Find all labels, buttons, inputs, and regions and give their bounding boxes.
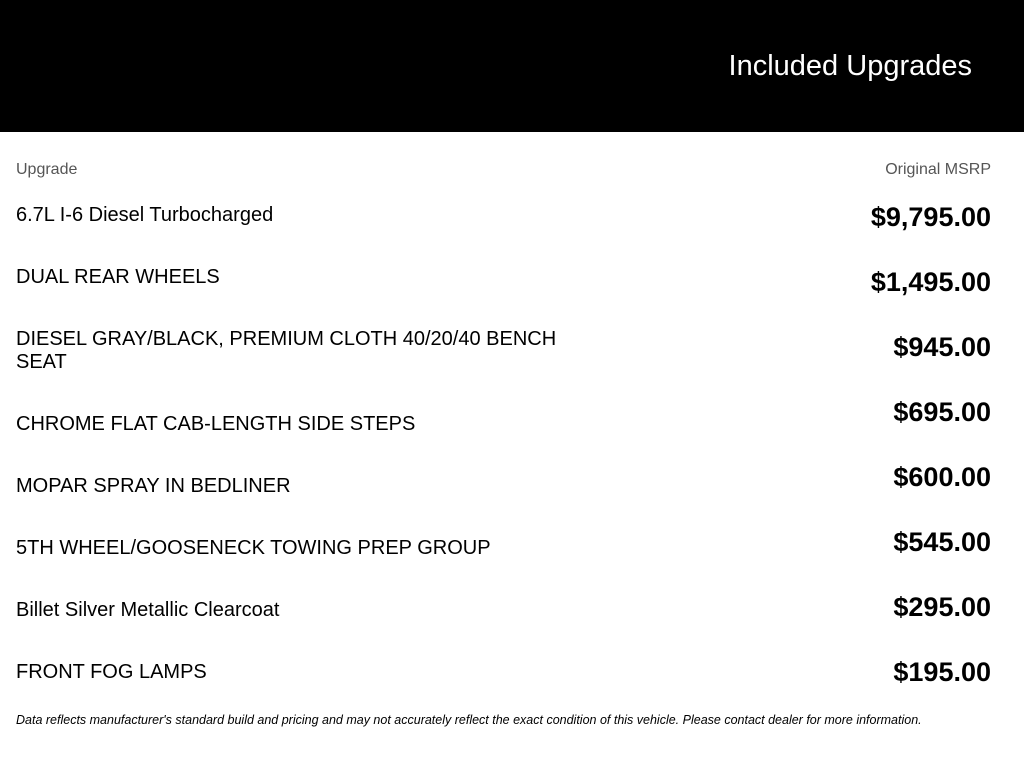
upgrade-name: 5TH WHEEL/GOOSENECK TOWING PREP GROUP: [16, 537, 491, 559]
upgrade-row: [0, 266, 1024, 326]
upgrade-name: FRONT FOG LAMPS: [16, 661, 207, 683]
upgrade-name: Billet Silver Metallic Clearcoat: [16, 599, 280, 621]
upgrade-row: [0, 592, 1024, 659]
upgrade-row: [0, 204, 1024, 264]
upgrade-name: DIESEL GRAY/BLACK, PREMIUM CLOTH 40/20/40 BENCH SEAT: [16, 328, 557, 373]
upgrade-price: $195.00: [893, 657, 991, 687]
upgrade-row: [0, 462, 1024, 535]
column-header-msrp: Original MSRP: [885, 161, 991, 178]
page-title: Included Upgrades: [728, 50, 972, 82]
upgrade-name: MOPAR SPRAY IN BEDLINER: [16, 475, 291, 497]
upgrade-name: DUAL REAR WHEELS: [16, 266, 220, 288]
upgrade-price: $545.00: [893, 527, 991, 557]
header-banner: [0, 0, 1024, 132]
upgrade-name: 6.7L I-6 Diesel Turbocharged: [16, 204, 274, 226]
column-header-upgrade: Upgrade: [16, 161, 78, 178]
upgrade-price: $695.00: [893, 397, 991, 427]
disclaimer-text: Data reflects manufacturer's standard build and pricing and may not accurately reflect the exact condition of this vehicle. Please contact dealer for more information.: [16, 713, 922, 727]
upgrade-name: CHROME FLAT CAB-LENGTH SIDE STEPS: [16, 413, 416, 435]
upgrade-row: [0, 397, 1024, 473]
upgrade-price: $9,795.00: [870, 202, 991, 232]
upgrade-row: [0, 527, 1024, 597]
upgrade-row: [0, 328, 1024, 388]
upgrade-price: $600.00: [893, 462, 991, 492]
upgrade-price: $945.00: [893, 332, 991, 362]
upgrade-price: $1,495.00: [870, 267, 991, 297]
upgrade-price: $295.00: [893, 592, 991, 622]
